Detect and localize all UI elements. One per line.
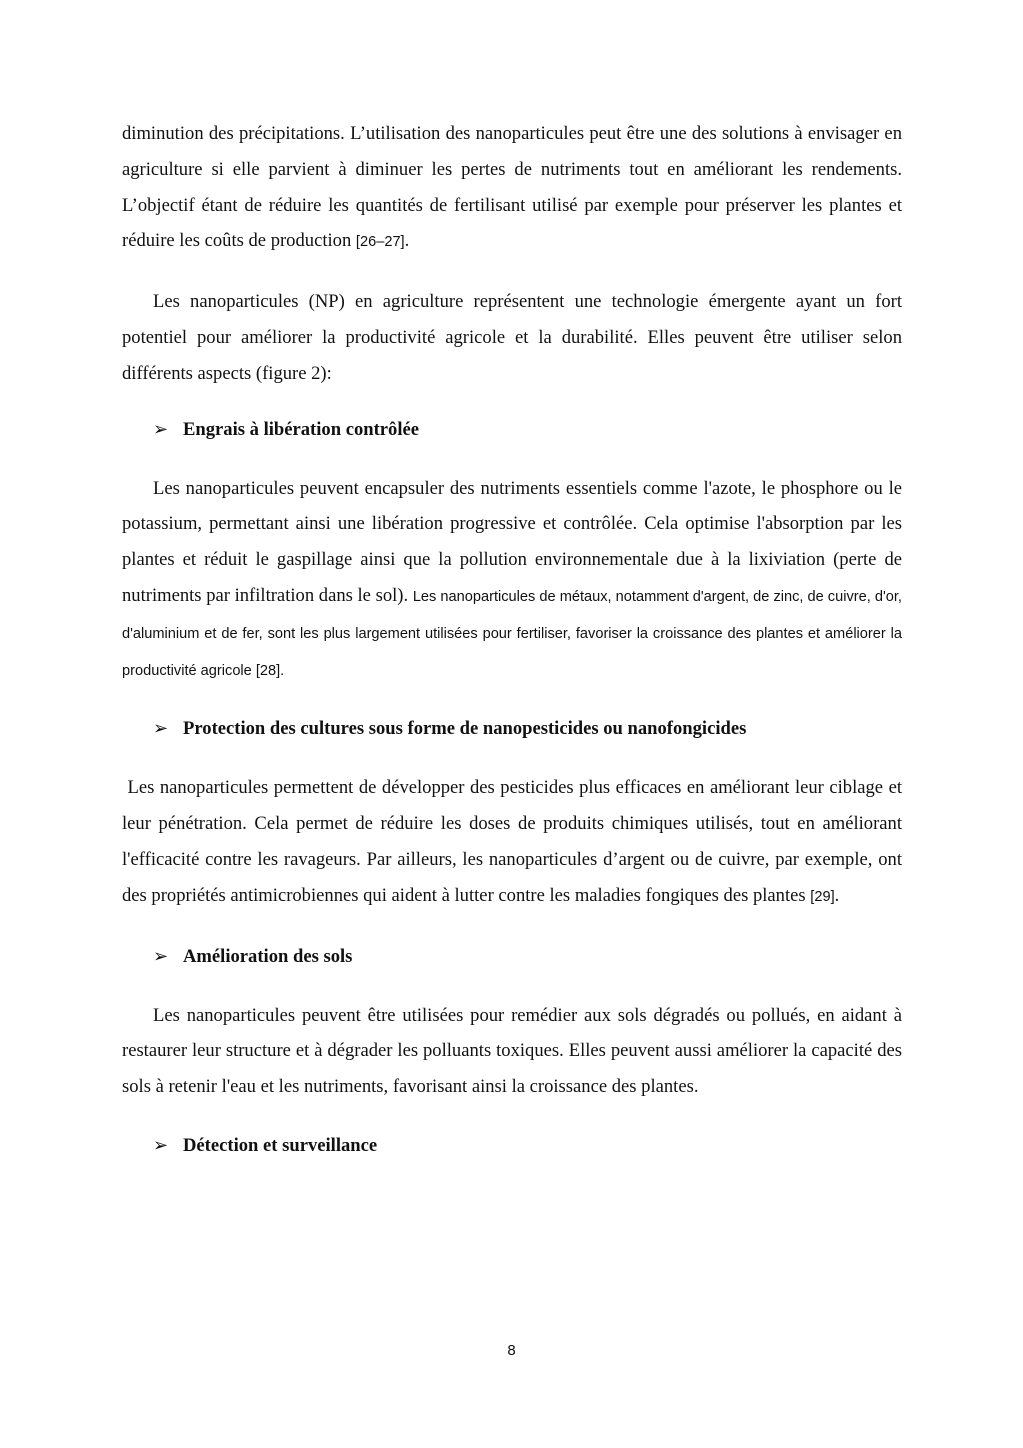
paragraph-sols: Les nanoparticules peuvent être utilisées pour remédier aux sols dégradés ou pollués, en aidant à restaurer leur structure et à dégrader les polluants toxiques. Elles peuvent aussi améliorer la capacité des sols à retenir l'eau et les nutriments, favorisant ainsi la croissance des plantes. [122, 1004, 902, 1098]
heading-protection [153, 714, 902, 744]
paragraph-protection-end: . [834, 884, 840, 906]
paragraph-intro [122, 116, 902, 261]
paragraph-intro-text: diminution des précipitations. L’utilisation des nanoparticules peut être une des solutions à envisager en agriculture si elle parvient à diminuer les pertes de nutriments tout en améliorant les rendements. L’objectif étant de réduire les quantités de fertilisant utilisé par exemple pour préserver les plantes et réduire les coûts de production [122, 123, 902, 252]
paragraph-np-agriculture: Les nanoparticules (NP) en agriculture représentent une technologie émergente ayant un fort potentiel pour améliorer la productivité agricole et la durabilité. Elles peuvent être utiliser selon différents aspects (figure 2): [122, 291, 902, 384]
heading-detection [153, 1131, 902, 1161]
arrowhead-bullet-icon: ➢ [153, 718, 169, 740]
arrowhead-bullet-icon: ➢ [153, 945, 169, 967]
heading-engrais [153, 415, 902, 445]
paragraph-protection-text: Les nanoparticules permettent de développer des pesticides plus efficaces en améliorant leur ciblage et leur pénétration. Cela permet de réduire les doses de produits chimiques utilisés, tout en améliorant l'efficacité contre les ravageurs. Par ailleurs, les nanoparticules d’argent ou de cuivre, par exemple, ont des propriétés antimicrobiennes qui aident à lutter contre les maladies fongiques des plantes [122, 777, 902, 906]
page-number: 8 [507, 1342, 516, 1359]
paragraph-engrais-text: Les nanoparticules peuvent encapsuler des nutriments essentiels comme l'azote, le phosphore ou le potassium, permettant ainsi une libération progressive et contrôlée. Cela optimise l'absorption par les plantes et réduit le gaspillage ainsi que la pollution environnementale due à la lixiviation (perte de nutriments par infiltration dans le sol). [122, 477, 902, 606]
paragraph-engrais [122, 471, 902, 689]
citation-29: [29] [810, 888, 835, 905]
arrowhead-bullet-icon: ➢ [153, 1134, 169, 1156]
heading-engrais-label: Engrais à libération contrôlée [183, 418, 420, 440]
citation-26-27: [26–27] [355, 234, 405, 251]
arrowhead-bullet-icon: ➢ [153, 418, 169, 440]
heading-sols [153, 942, 902, 972]
paragraph-intro-end: . [404, 230, 410, 252]
heading-sols-label: Amélioration des sols [183, 945, 353, 967]
heading-protection-label: Protection des cultures sous forme de nanopesticides ou nanofongicides [183, 718, 747, 740]
paragraph-engrais-sans: Les nanoparticules de métaux, notamment d'argent, de zinc, de cuivre, d'or, d'aluminium et de fer, sont les plus largement utilisées pour fertiliser, favoriser la croissance des plantes et améliorer la productivité agricole [28]. [122, 588, 902, 679]
paragraph-protection [122, 770, 902, 915]
document-body [122, 116, 902, 1161]
heading-detection-label: Détection et surveillance [183, 1134, 378, 1156]
